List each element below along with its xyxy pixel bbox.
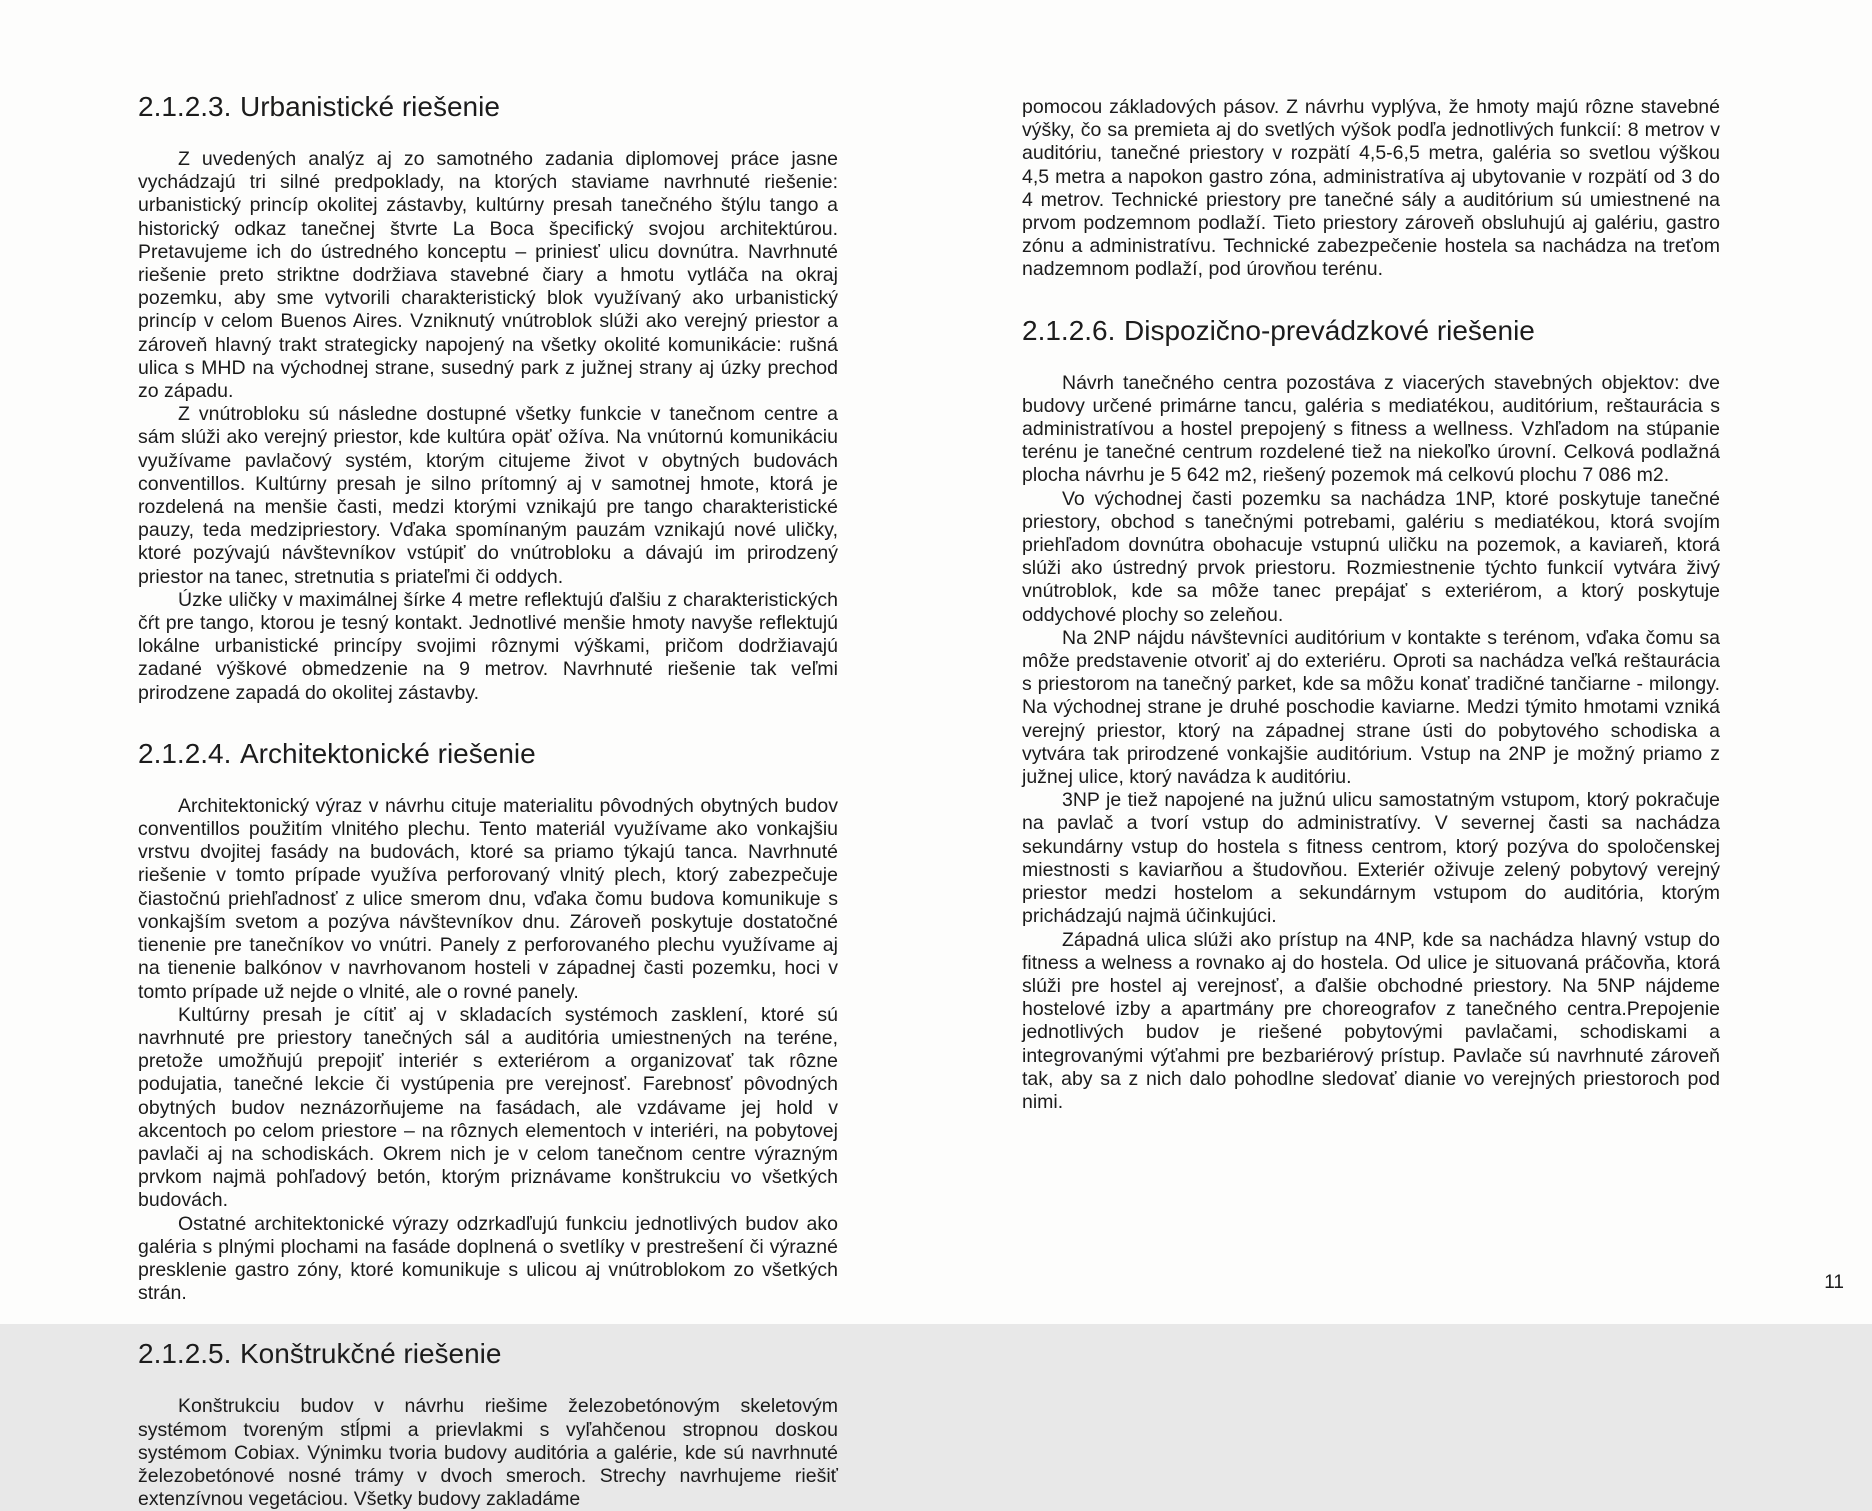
page-number: 11	[1824, 1272, 1844, 1293]
section-number: 2.1.2.6.	[1022, 314, 1116, 346]
section-architektonicke-riesenie	[138, 737, 838, 1305]
paragraph: 3NP je tiež napojené na južnú ulicu samostatným vstupom, ktorý pokračuje na pavlač a tvorí vstup do administratívy. V severnej časti sa nachádza sekundárny vstup do hostela s fitness centrom, ktorý pozýva do spoločenskej miestnosti s kaviarňou a študovňou. Exteriér oživuje zelený pobytový verejný priestor medzi hostelom a sekundárnym vstupom do auditória, ktorým prichádzajú najmä účinkujúci.	[1022, 789, 1720, 928]
paragraph: Vo východnej časti pozemku sa nachádza 1NP, ktoré poskytuje tanečné priestory, obchod s tanečnými potrebami, galériu s mediatékou, ktorá svojím priehľadom dovnútra obohacuje vstupnú uličku na pozemok, a kaviareň, ktorá slúži ako ústredný prvok priestoru. Rozmiestnenie týchto funkcií vytvára živý vnútroblok, kde sa môže tanec prepájať s exteriérom, a ktorý poskytuje oddychové plochy so zeleňou.	[1022, 487, 1720, 626]
section-dispozicno-prevadzkove-riesenie	[1022, 314, 1720, 1115]
left-column	[138, 90, 838, 1511]
continuation-paragraph: pomocou základových pásov. Z návrhu vyplýva, že hmoty majú rôzne stavebné výšky, čo sa premieta aj do svetlých výšok podľa jednotlivých funkcií: 8 metrov v auditóriu, tanečné priestory v rozpätí 4,5-6,5 metra, galéria so svetlou výškou 4,5 metra a napokon gastro zóna, administratíva aj ubytovanie v rozpätí od 3 do 4 metrov. Technické priestory pre tanečné sály a auditórium sú umiestnené na prvom podzemnom podlaží. Tieto priestory zároveň obsluhujú aj galériu, gastro zónu a administratívu. Technické zabezpečenie hostela sa nachádza na treťom nadzemnom podlaží, pod úrovňou terénu.	[1022, 96, 1720, 281]
section-number: 2.1.2.5.	[138, 1338, 232, 1370]
paragraph: Konštrukciu budov v návrhu riešime železobetónovým skeletovým systémom tvoreným stĺpmi a prievlakmi s vyľahčenou stropnou doskou systémom Cobiax. Výnimku tvoria budovy auditória a galérie, kde sú navrhnuté železobetónové nosné trámy v dvoch smeroch. Strechy navrhujeme riešiť extenzívnou vegetáciou. Všetky budovy zakladáme	[138, 1395, 838, 1511]
paragraph: Na 2NP nájdu návštevníci auditórium v kontakte s terénom, vďaka čomu sa môže predstavenie otvoriť aj do exteriéru. Oproti sa nachádza veľká reštaurácia s priestorom na tanečný parket, kde sa môžu konať tradičné tančiarne - milongy. Na východnej strane je druhé poschodie kaviarne. Medzi týmito hmotami vzniká verejný priestor, ktorý na západnej strane ústi do pobytového schodiska a vytvára tak prirodzené vonkajšie auditórium. Vstup na 2NP je možný priamo z južnej ulice, ktorý navádza k auditóriu.	[1022, 626, 1720, 789]
section-heading	[138, 1337, 838, 1371]
section-number: 2.1.2.3.	[138, 91, 232, 122]
section-number: 2.1.2.4.	[138, 737, 232, 769]
paragraph: Západná ulica slúži ako prístup na 4NP, kde sa nachádza hlavný vstup do fitness a welness a rovnako aj do hostela. Od ulice je situovaná práčovňa, ktorá slúži pre hostel aj verejnosť, a ďalšie obchodné priestory. Na 5NP nájdeme hostelové izby a apartmány pre choreografov z tanečného centra.Prepojenie jednotlivých budov je riešené pobytovými pavlačami, schodiskami a integrovanými výťahmi pre bezbariérový prístup. Pavlače sú navrhnuté zároveň tak, aby sa z nich dalo pohodlne sledovať dianie vo verejných priestoroch pod nimi.	[1022, 928, 1720, 1113]
paragraph: Architektonický výraz v návrhu cituje materialitu pôvodných obytných budov conventillos použitím vlnitého plechu. Tento materiál využívame ako vonkajšiu vrstvu dvojitej fasády na budovách, ktoré sa priamo týkajú tanca. Navrhnuté riešenie v tomto prípade využíva perforovaný vlnitý plech, ktorý zabezpečuje čiastočnú priehľadnosť z ulice smerom dnu, vďaka čomu budova komunikuje s vonkajším svetom a pozýva návštevníkov dnu. Zároveň poskytuje dostatočné tienenie pre tanečníkov vo vnútri. Panely z perforovaného plechu využívame aj na tienenie balkónov v navrhovanom hosteli v západnej časti pozemku, hoci v tomto prípade už nejde o vlnité, ale o rovné panely.	[138, 794, 838, 1003]
paragraph: Z uvedených analýz aj zo samotného zadania diplomovej práce jasne vychádzajú tri silné predpoklady, na ktorých staviame navrhnuté riešenie: urbanistický princíp okolitej zástavby, kultúrny presah tanečného štýlu tango a historický odkaz tanečnej štvrte La Boca špecifický svojou architektúrou. Pretavujeme ich do ústredného konceptu – priniesť ulicu dovnútra. Navrhnuté riešenie preto striktne dodržiava stavebné čiary a hmotu vytláča na okraj pozemku, aby sme vytvorili charakteristický blok využívaný ako urbanistický princíp v celom Buenos Aires. Vzniknutý vnútroblok slúži ako verejný priestor a zároveň hlavný trakt strategicky napojený na všetky okolité komunikácie: rušná ulica s MHD na východnej strane, susedný park z južnej strany aj úzky prechod zo západu.	[138, 148, 838, 403]
section-title: Architektonické riešenie	[240, 737, 536, 769]
right-column	[1022, 96, 1720, 1114]
paragraph: Úzke uličky v maximálnej šírke 4 metre reflektujú ďalšiu z charakteristických čŕt pre tango, ktorou je tesný kontakt. Jednotlivé menšie hmoty navyše reflektujú lokálne urbanistické princípy svojimi rôznymi výškami, pričom dodržiavajú zadané výškové obmedzenie na 9 metrov. Navrhnuté riešenie tak veľmi prirodzene zapadá do okolitej zástavby.	[138, 588, 838, 704]
section-heading	[138, 90, 838, 124]
section-urbanisticke-riesenie	[138, 90, 838, 705]
paragraph: Kultúrny presah je cítiť aj v skladacích systémoch zasklení, ktoré sú navrhnuté pre priestory tanečných sál a auditória umiestnených na teréne, pretože umožňujú prepojiť interiér s exteriérom a organizovať tak rôzne podujatia, tanečné lekcie či vystúpenia pre verejnosť. Farebnosť pôvodných obytných budov neznázorňujeme na fasádach, ale vzdávame jej hold v akcentoch po celom priestore – na rôznych elementoch v interiéri, na pobytovej pavlači aj na schodiskách. Okrem nich je v celom tanečnom centre výrazným prvkom najmä pohľadový betón, ktorým priznávame konštrukciu vo všetkých budovách.	[138, 1003, 838, 1212]
paragraph: Z vnútrobloku sú následne dostupné všetky funkcie v tanečnom centre a sám slúži ako verejný priestor, kde kultúra opäť ožíva. Na vnútornú komunikáciu využívame pavlačový systém, ktorým citujeme život v obytných budovách conventillos. Kultúrny presah je silno prítomný aj v samotnej hmote, ktorá je rozdelená na menšie časti, medzi ktorými vznikajú pre tango charakteristické pauzy, teda medzipriestory. Vďaka spomínaným pauzám vznikajú nové uličky, ktoré pozývajú návštevníkov vstúpiť do vnútrobloku a dávajú im prirodzený priestor na tanec, stretnutia s priateľmi či oddych.	[138, 403, 838, 588]
section-heading	[1022, 314, 1720, 348]
paragraph: Ostatné architektonické výrazy odzrkadľujú funkciu jednotlivých budov ako galéria s plnými plochami na fasáde doplnená o svetlíky v prestrešení či výrazné presklenie gastro zóny, ktoré komunikuje s ulicou aj vnútroblokom zo všetkých strán.	[138, 1212, 838, 1305]
section-title: Urbanistické riešenie	[240, 91, 500, 122]
section-title: Konštrukčné riešenie	[240, 1338, 502, 1370]
paragraph: Návrh tanečného centra pozostáva z viacerých stavebných objektov: dve budovy určené primárne tancu, galéria s mediatékou, auditórium, reštaurácia s administratívou a hostel prepojený s fitness a wellness. Vzhľadom na stúpanie terénu je tanečné centrum rozdelené tiež na niekoľko úrovní. Celková podlažná plocha návrhu je 5 642 m2, riešený pozemok má celkovú plochu 7 086 m2.	[1022, 371, 1720, 487]
section-heading	[138, 737, 838, 771]
section-title: Dispozično-prevádzkové riešenie	[1124, 314, 1535, 346]
section-konstrukcne-riesenie	[138, 1337, 838, 1511]
